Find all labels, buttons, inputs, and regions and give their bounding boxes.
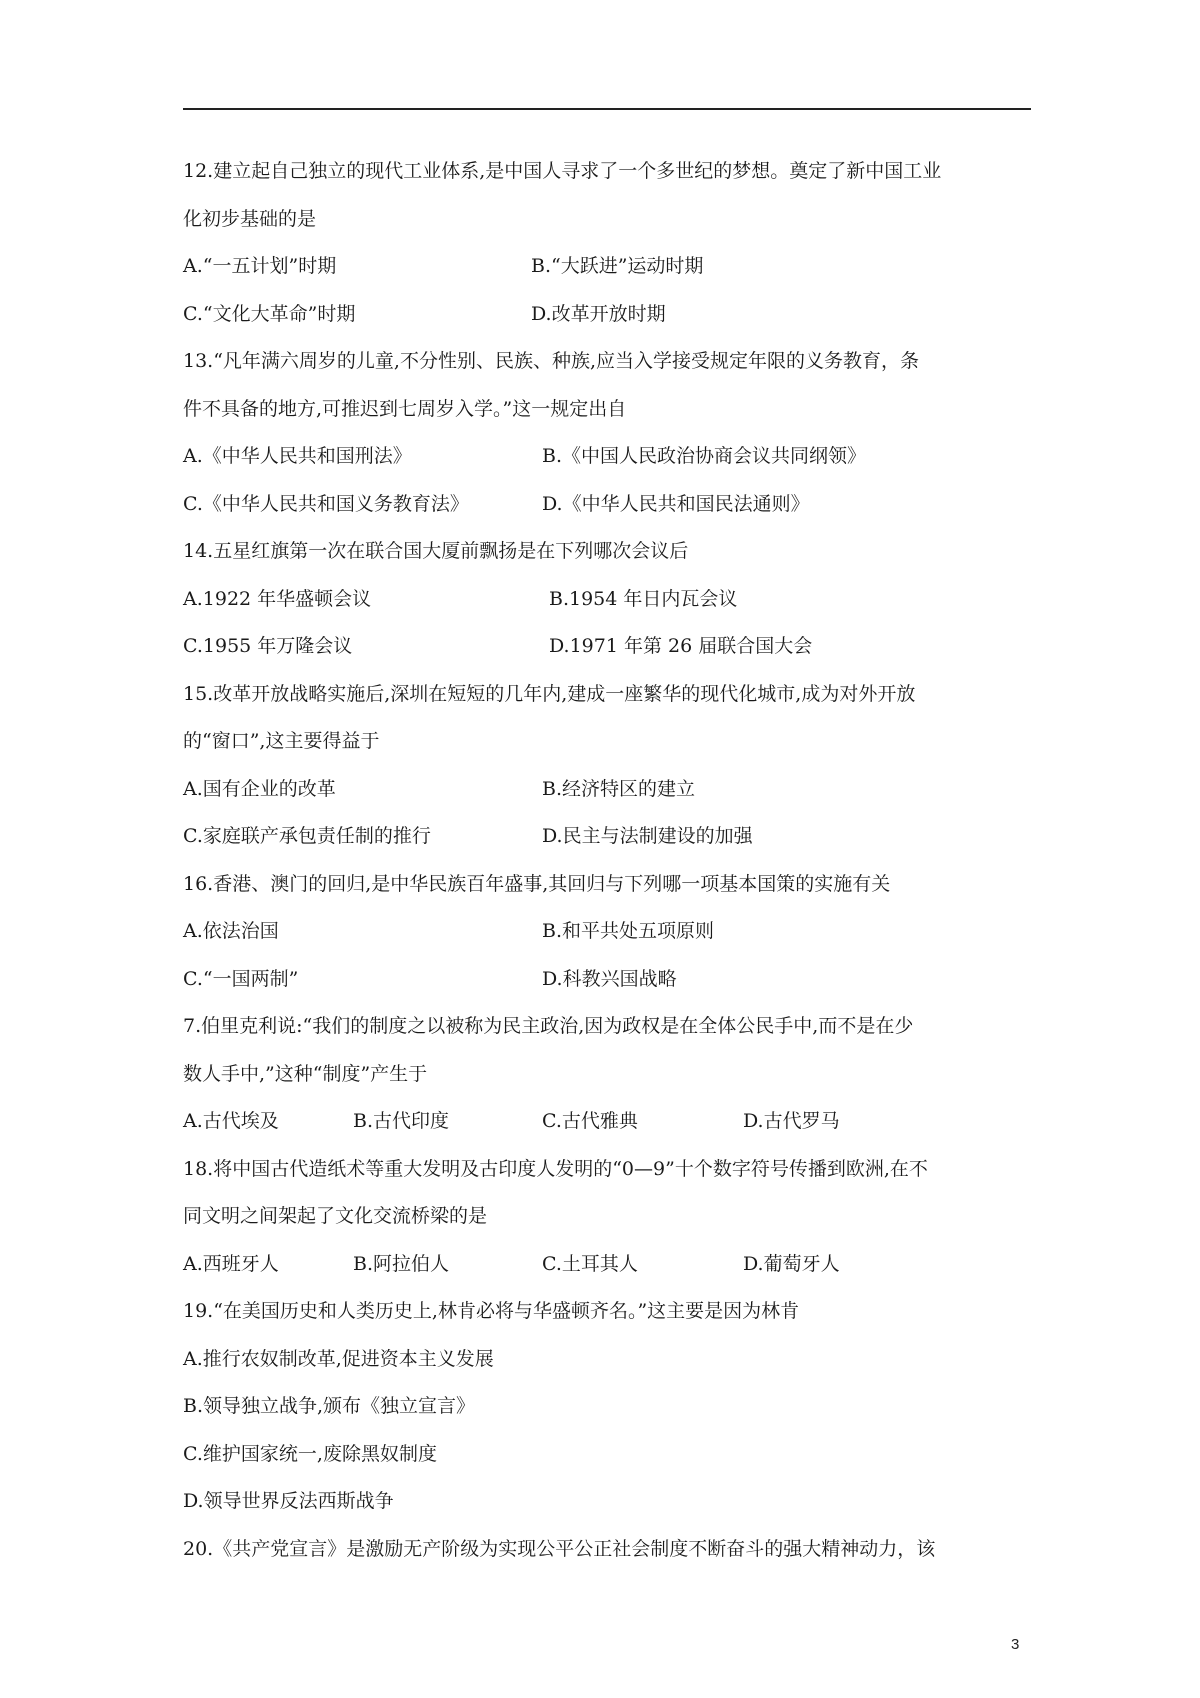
question-7-stem-line-1: 7.伯里克利说:“我们的制度之以被称为民主政治,因为政权是在全体公民手中,而不是在少 xyxy=(183,1015,914,1037)
question-13-stem-line-1: 13.“凡年满六周岁的儿童,不分性别、民族、种族,应当入学接受规定年限的义务教育，条 xyxy=(183,350,920,372)
question-19-stem-line-1: 19.“在美国历史和人类历史上,林肯必将与华盛顿齐名。”这主要是因为林肯 xyxy=(183,1300,800,1322)
option-d: D.1971 年第 26 届联合国大会 xyxy=(549,635,813,657)
option-a: A.国有企业的改革 xyxy=(183,777,336,800)
question-12-options-row-2 xyxy=(183,291,1033,339)
option-a: A.古代埃及 xyxy=(183,1110,279,1132)
question-13-options-row-1 xyxy=(183,433,1033,481)
option-c: C.古代雅典 xyxy=(542,1110,638,1132)
question-19-option-b: B.领导独立战争,颁布《独立宣言》 xyxy=(183,1395,476,1417)
question-15-options-row-2 xyxy=(183,813,1033,861)
option-d: D.古代罗马 xyxy=(743,1110,840,1132)
question-12-stem-line-1: 12.建立起自己独立的现代工业体系,是中国人寻求了一个多世纪的梦想。奠定了新中国工业 xyxy=(183,160,942,182)
question-19-option-c: C.维护国家统一,废除黑奴制度 xyxy=(183,1442,437,1465)
option-a: A.依法治国 xyxy=(183,920,279,942)
header-rule xyxy=(183,108,1031,110)
option-b: B.经济特区的建立 xyxy=(542,777,696,800)
option-b: B.《中国人民政治协商会议共同纲领》 xyxy=(542,445,867,467)
question-19-option-a: A.推行农奴制改革,促进资本主义发展 xyxy=(183,1347,494,1370)
option-d: D.科教兴国战略 xyxy=(542,967,677,990)
option-a: A.“一五计划”时期 xyxy=(183,255,337,277)
option-a: A.西班牙人 xyxy=(183,1252,279,1275)
option-c: C.1955 年万隆会议 xyxy=(183,635,353,657)
question-list xyxy=(183,148,1033,1573)
question-18-stem-line-2: 同文明之间架起了文化交流桥梁的是 xyxy=(183,1205,488,1227)
question-7-stem-line-2: 数人手中,”这种“制度”产生于 xyxy=(183,1062,428,1085)
option-b: B.阿拉伯人 xyxy=(353,1252,450,1275)
question-20-stem-line-1: 20.《共产党宣言》是激励无产阶级为实现公平公正社会制度不断奋斗的强大精神动力，该 xyxy=(183,1537,936,1560)
question-12-options-row-1 xyxy=(183,243,1033,291)
question-12-stem-line-2: 化初步基础的是 xyxy=(183,207,317,230)
question-7-options-row xyxy=(183,1098,1033,1146)
option-d: D.《中华人民共和国民法通则》 xyxy=(542,492,810,515)
question-14-stem-line-1: 14.五星红旗第一次在联合国大厦前飘扬是在下列哪次会议后 xyxy=(183,540,689,562)
option-d: D.改革开放时期 xyxy=(531,302,666,325)
question-14-options-row-1 xyxy=(183,576,1033,624)
option-b: B.“大跃进”运动时期 xyxy=(531,255,704,277)
option-a: A.1922 年华盛顿会议 xyxy=(183,587,372,610)
question-15-options-row-1 xyxy=(183,766,1033,814)
option-d: D.民主与法制建设的加强 xyxy=(542,825,753,847)
question-13-options-row-2 xyxy=(183,481,1033,529)
question-18-stem-line-1: 18.将中国古代造纸术等重大发明及古印度人发明的“0—9”十个数字符号传播到欧洲,在不 xyxy=(183,1157,928,1180)
question-16-options-row-1 xyxy=(183,908,1033,956)
question-15-stem-line-1: 15.改革开放战略实施后,深圳在短短的几年内,建成一座繁华的现代化城市,成为对外开放 xyxy=(183,682,916,705)
page-number: 3 xyxy=(1011,1636,1020,1653)
question-18-options-row xyxy=(183,1241,1033,1289)
option-c: C.土耳其人 xyxy=(542,1252,638,1275)
option-c: C.《中华人民共和国义务教育法》 xyxy=(183,492,469,515)
option-a: A.《中华人民共和国刑法》 xyxy=(183,445,412,467)
option-c: C.“文化大革命”时期 xyxy=(183,302,356,325)
option-b: B.和平共处五项原则 xyxy=(542,920,715,942)
question-16-options-row-2 xyxy=(183,956,1033,1004)
question-19-option-d: D.领导世界反法西斯战争 xyxy=(183,1490,394,1512)
option-c: C.“一国两制” xyxy=(183,967,299,990)
question-16-stem-line-1: 16.香港、澳门的回归,是中华民族百年盛事,其回归与下列哪一项基本国策的实施有关 xyxy=(183,872,891,895)
option-c: C.家庭联产承包责任制的推行 xyxy=(183,825,431,847)
option-b: B.古代印度 xyxy=(353,1110,450,1132)
question-13-stem-line-2: 件不具备的地方,可推迟到七周岁入学。”这一规定出自 xyxy=(183,397,627,420)
option-d: D.葡萄牙人 xyxy=(743,1252,840,1275)
option-b: B.1954 年日内瓦会议 xyxy=(549,587,738,610)
question-14-options-row-2 xyxy=(183,623,1033,671)
question-15-stem-line-2: 的“窗口”,这主要得益于 xyxy=(183,730,380,752)
